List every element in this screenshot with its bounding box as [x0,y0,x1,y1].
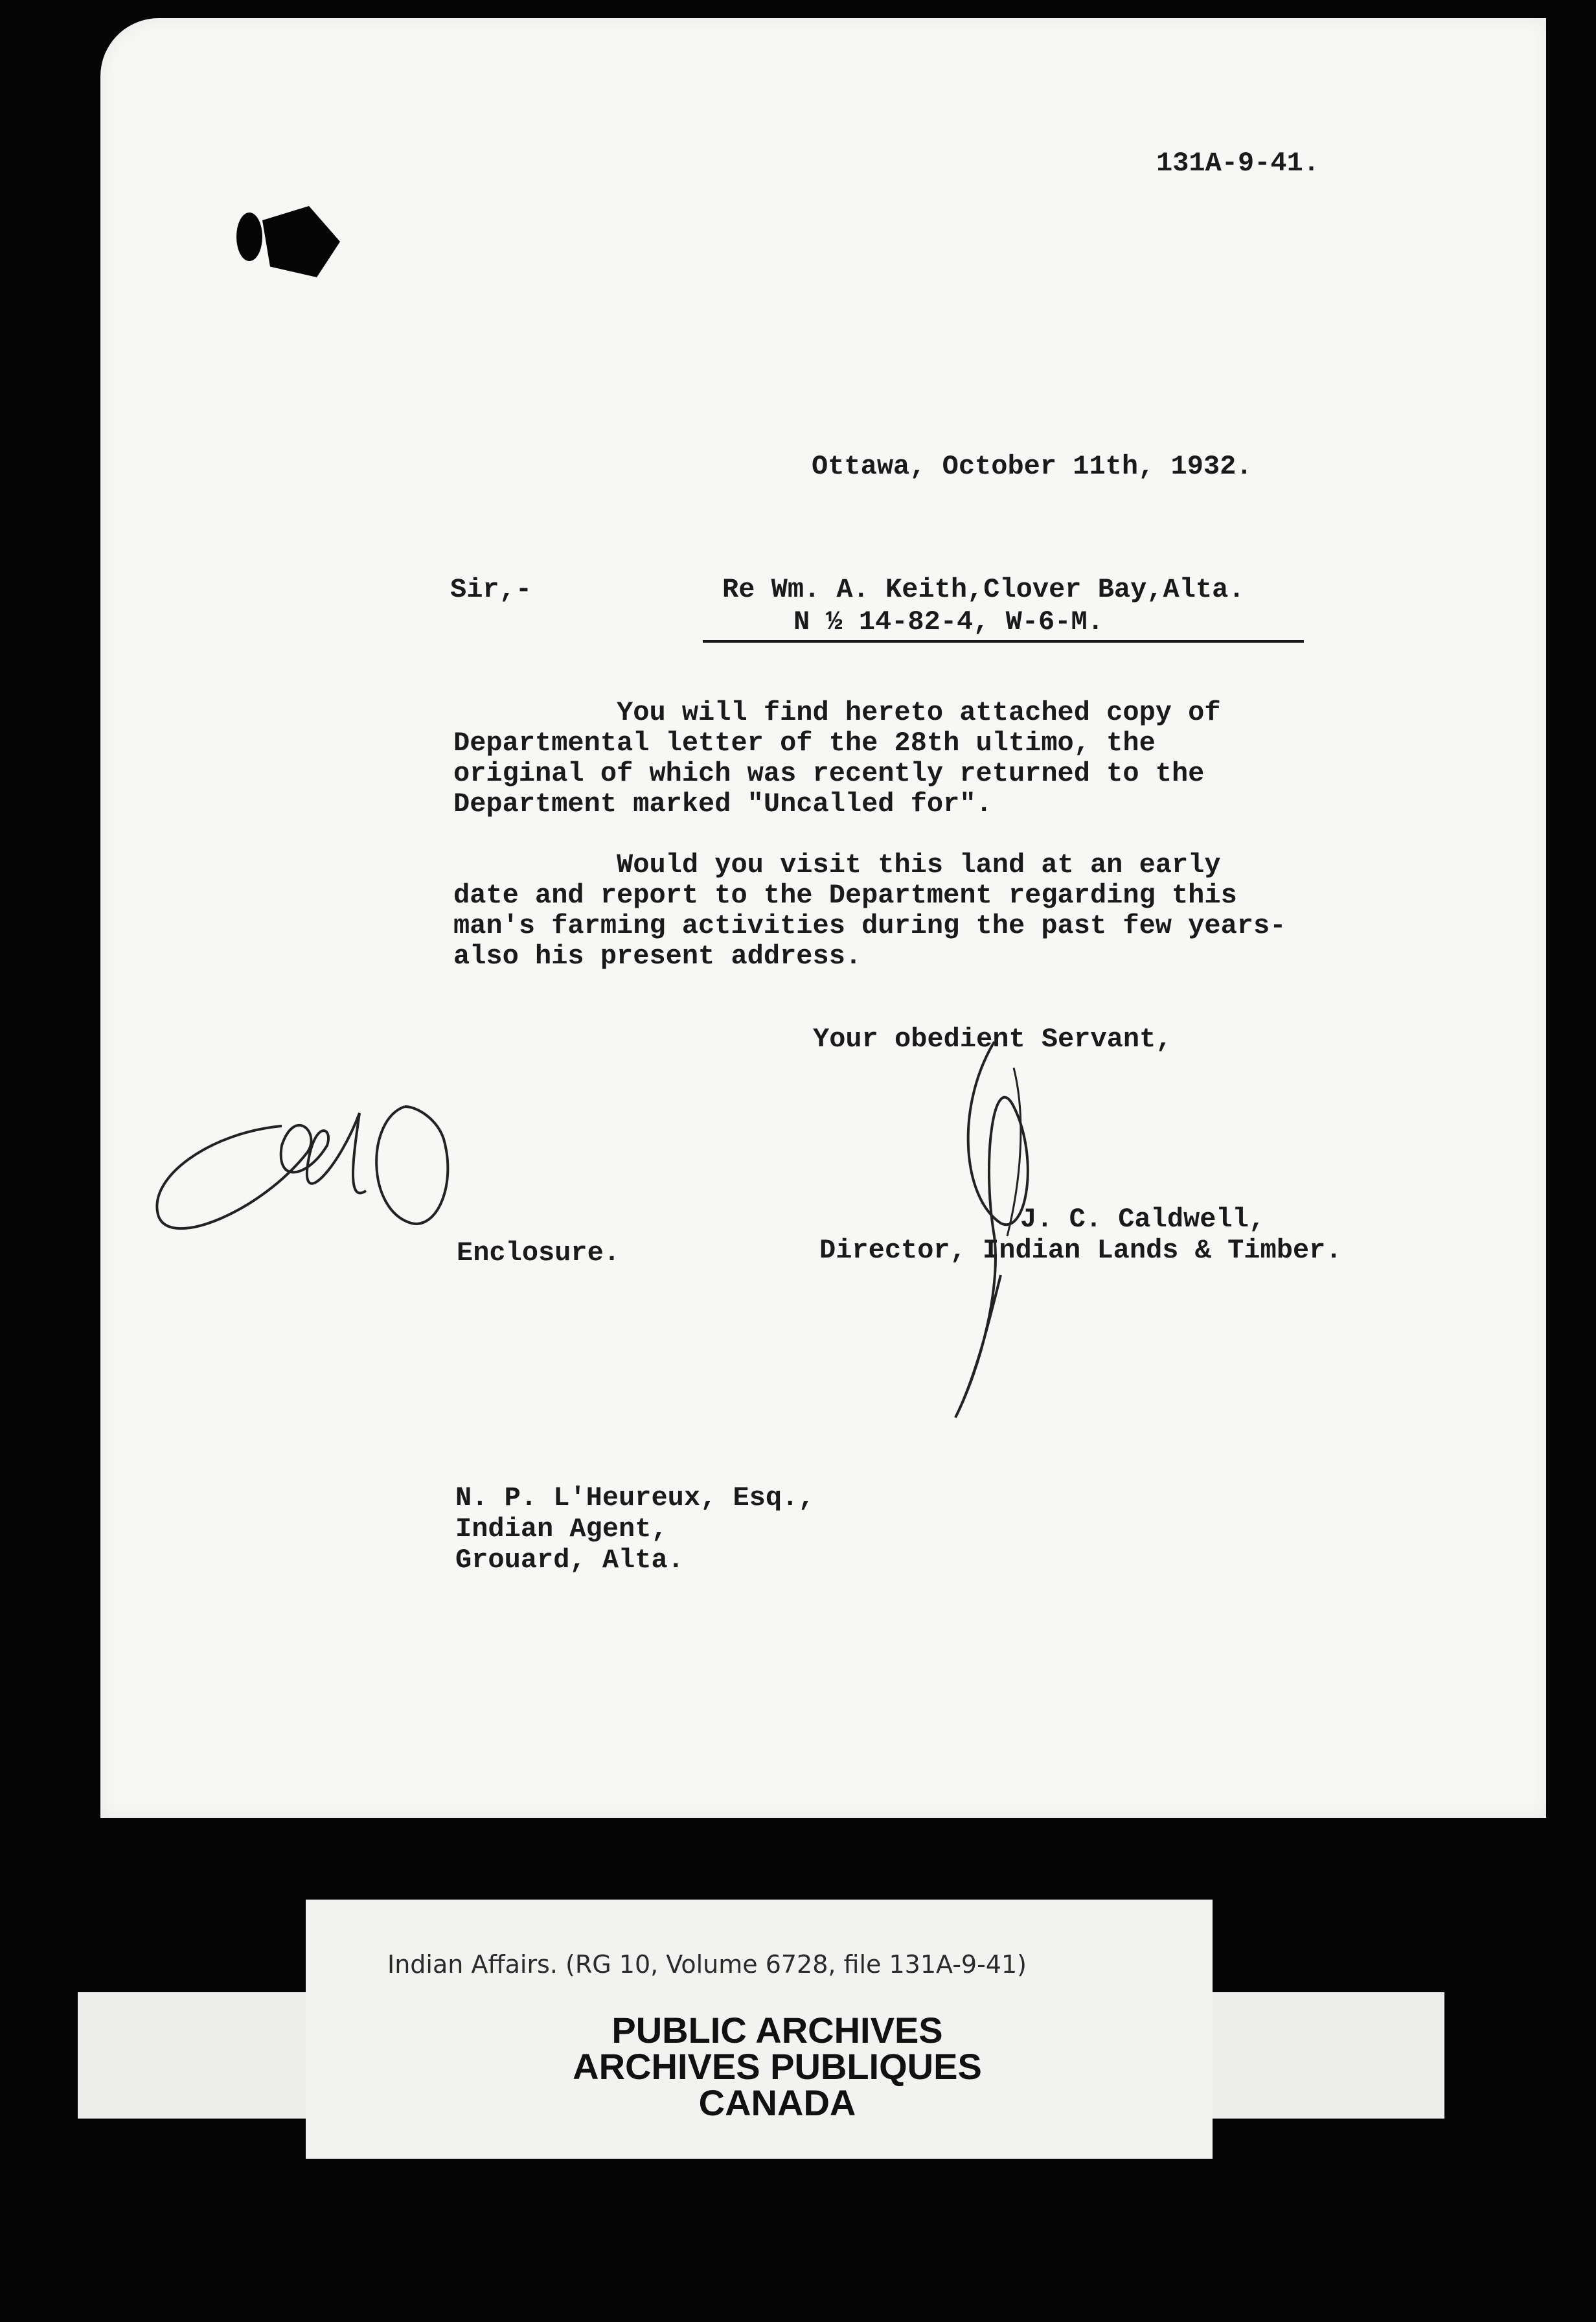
re-line-2: N ½ 14-82-4, W-6-M. [793,606,1104,638]
archive-stamp-line-2: ARCHIVES PUBLIQUES [573,2046,982,2087]
addressee-line: Grouard, Alta. [455,1545,684,1576]
paragraph-line: Department marked "Uncalled for". [453,788,992,820]
handwritten-initials [133,1055,496,1262]
paragraph-line: Departmental letter of the 28th ultimo, the [453,728,1156,759]
letter-page [100,18,1546,1818]
paragraph-line: date and report to the Department regarding this [453,880,1237,911]
paragraph-line: Would you visit this land at an early [453,849,1221,880]
archive-stamp-line-3: CANADA [698,2082,856,2123]
paragraph-line: man's farming activities during the past few years- [453,910,1286,941]
paragraph-line: also his present address. [453,941,862,972]
addressee-line: Indian Agent, [455,1513,668,1545]
date-line: Ottawa, October 11th, 1932. [812,451,1253,482]
re-line-1: Re Wm. A. Keith,Clover Bay,Alta. [722,574,1245,605]
signer-name: J. C. Caldwell, [1020,1204,1266,1235]
paragraph-line: original of which was recently returned to the [453,758,1205,789]
salutation: Sir,- [450,574,532,605]
archive-stamp-line-1: PUBLIC ARCHIVES [611,2010,943,2051]
re-underline [703,640,1304,643]
archive-reference: Indian Affairs. (RG 10, Volume 6728, file 131A-9-41) [387,1950,1027,1979]
addressee-line: N. P. L'Heureux, Esq., [455,1482,815,1513]
file-number: 131A-9-41. [1156,148,1320,179]
closing: Your obedient Servant, [813,1024,1172,1055]
signer-title: Director, Indian Lands & Timber. [819,1235,1342,1266]
enclosure-note: Enclosure. [457,1237,621,1269]
handwritten-signature [917,1029,1085,1443]
paragraph-line: You will find hereto attached copy of [453,697,1221,728]
